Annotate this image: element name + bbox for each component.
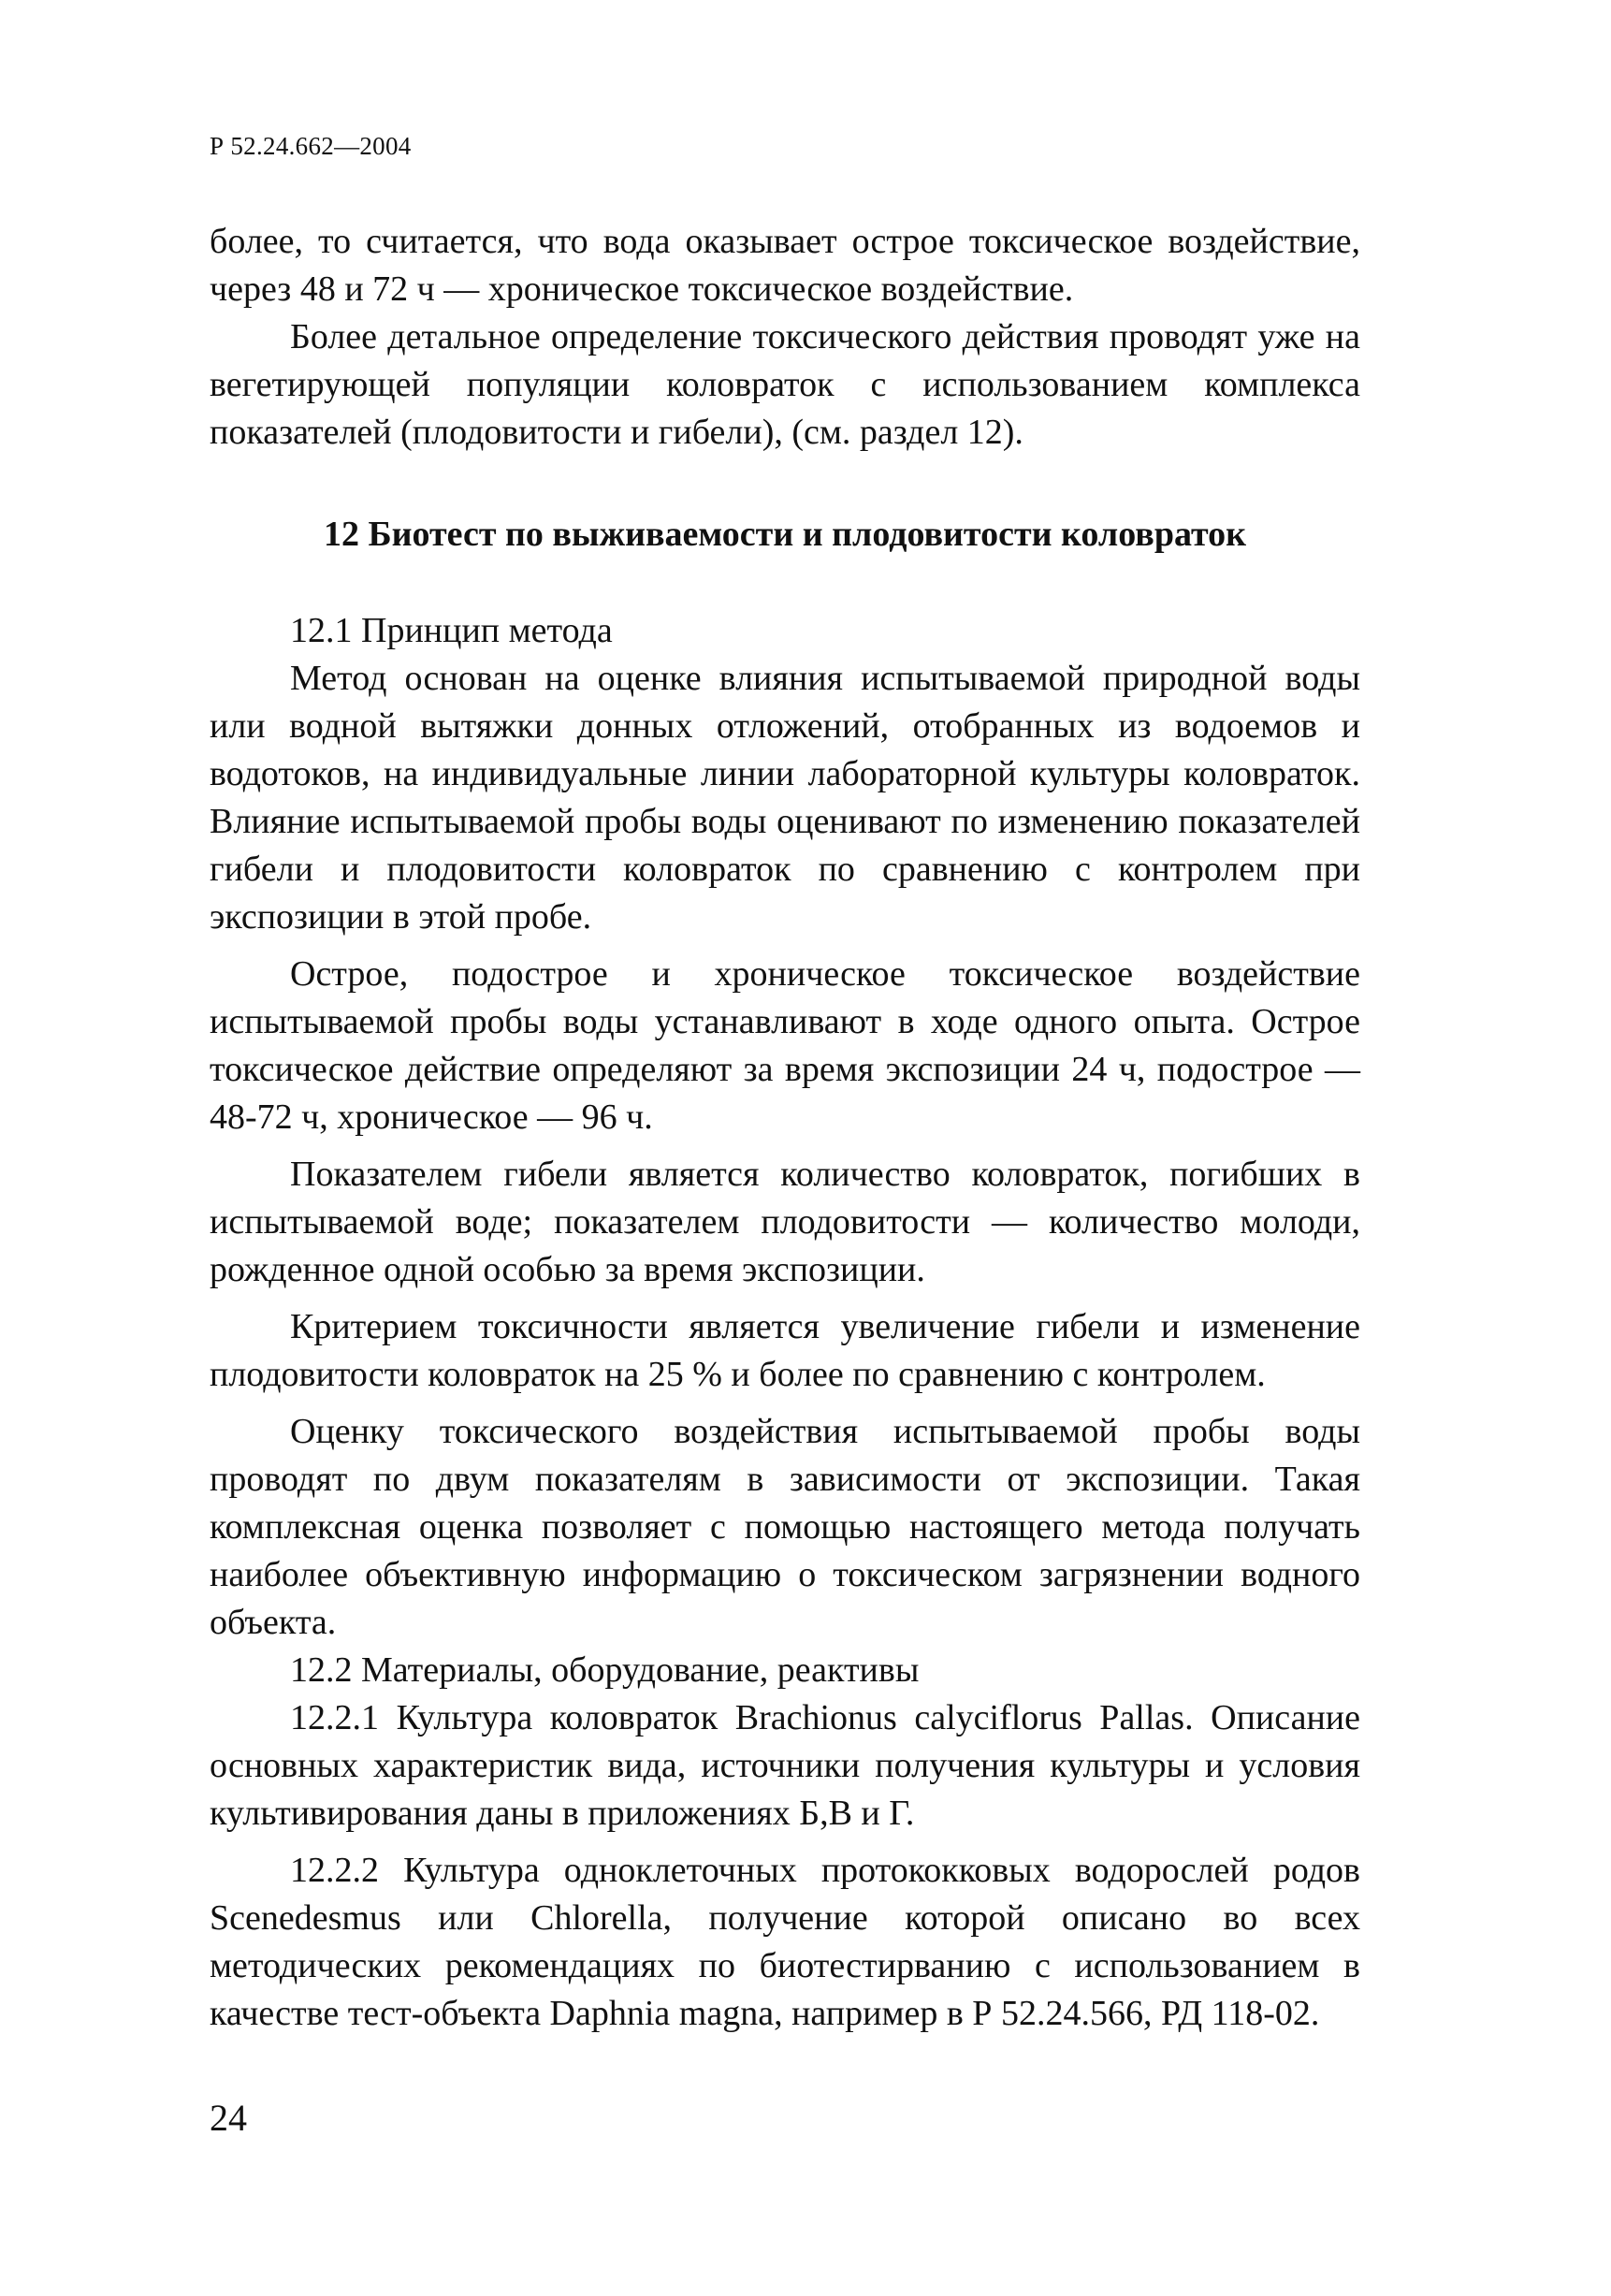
subsection-12-2-heading: 12.2 Материалы, оборудование, реактивы xyxy=(290,1650,920,1690)
paragraph-toxic-exposure: Острое, подострое и хроническое токсическое воздействие испытываемой пробы воды устанавливают в ходе одного опыта. Острое токсическое действие определяют за время экспозиции 24 ч, подострое — 48-72 ч, хроническое — 96 ч. xyxy=(210,954,1360,1137)
paragraph-indicators: Показателем гибели является количество коловраток, погибших в испытываемой воде; показателем плодовитости — количество молоди, рожденное одной особью за время экспозиции. xyxy=(210,1155,1360,1289)
paragraph-continuation: более, то считается, что вода оказывает острое токсическое воздействие, через 48 и 72 ч — хроническое токсическое воздействие. xyxy=(210,222,1360,309)
section-12-heading: 12 Биотест по выживаемости и плодовитости коловраток xyxy=(323,515,1247,554)
paragraph-toxicity-criterion: Критерием токсичности является увеличение гибели и изменение плодовитости коловраток на 25 % и более по сравнению с контролем. xyxy=(210,1307,1360,1394)
paragraph-assessment: Оценку токсического воздействия испытываемой пробы воды проводят по двум показателям в зависимости от экспозиции. Такая комплексная оценка позволяет с помощью настоящего метода получать наиболее объективную информацию о токсическом загрязнении водного объекта. xyxy=(210,1412,1360,1642)
page-number: 24 xyxy=(210,2097,247,2139)
paragraph-12-2-1: 12.2.1 Культура коловраток Brachionus calyciflorus Pallas. Описание основных характеристик вида, источники получения культуры и условия культивирования даны в приложениях Б,В и Г. xyxy=(210,1698,1360,1833)
subsection-12-1-heading: 12.1 Принцип метода xyxy=(290,611,613,650)
paragraph-method-basis: Метод основан на оценке влияния испытываемой природной воды или водной вытяжки донных отложений, отобранных из водоемов и водотоков, на индивидуальные линии лабораторной культуры коловраток. Влияние испытываемой пробы воды оценивают по изменению показателей гибели и плодовитости коловраток по сравнению с контролем при экспозиции в этой пробе. xyxy=(210,659,1360,937)
paragraph-detailed-determination: Более детальное определение токсического действия проводят уже на вегетирующей популяции коловраток с использованием комплекса показателей (плодовитости и гибели), (см. раздел 12). xyxy=(210,317,1360,452)
paragraph-12-2-2: 12.2.2 Культура одноклеточных протококковых водорослей родов Scenedesmus или Chlorella, получение которой описано во всех методических рекомендациях по биотестирванию с использованием в качестве тест-объекта Daphnia magna, например в Р 52.24.566, РД 118-02. xyxy=(210,1851,1360,2033)
document-code: Р 52.24.662—2004 xyxy=(210,132,412,160)
body-text xyxy=(210,218,1360,2038)
